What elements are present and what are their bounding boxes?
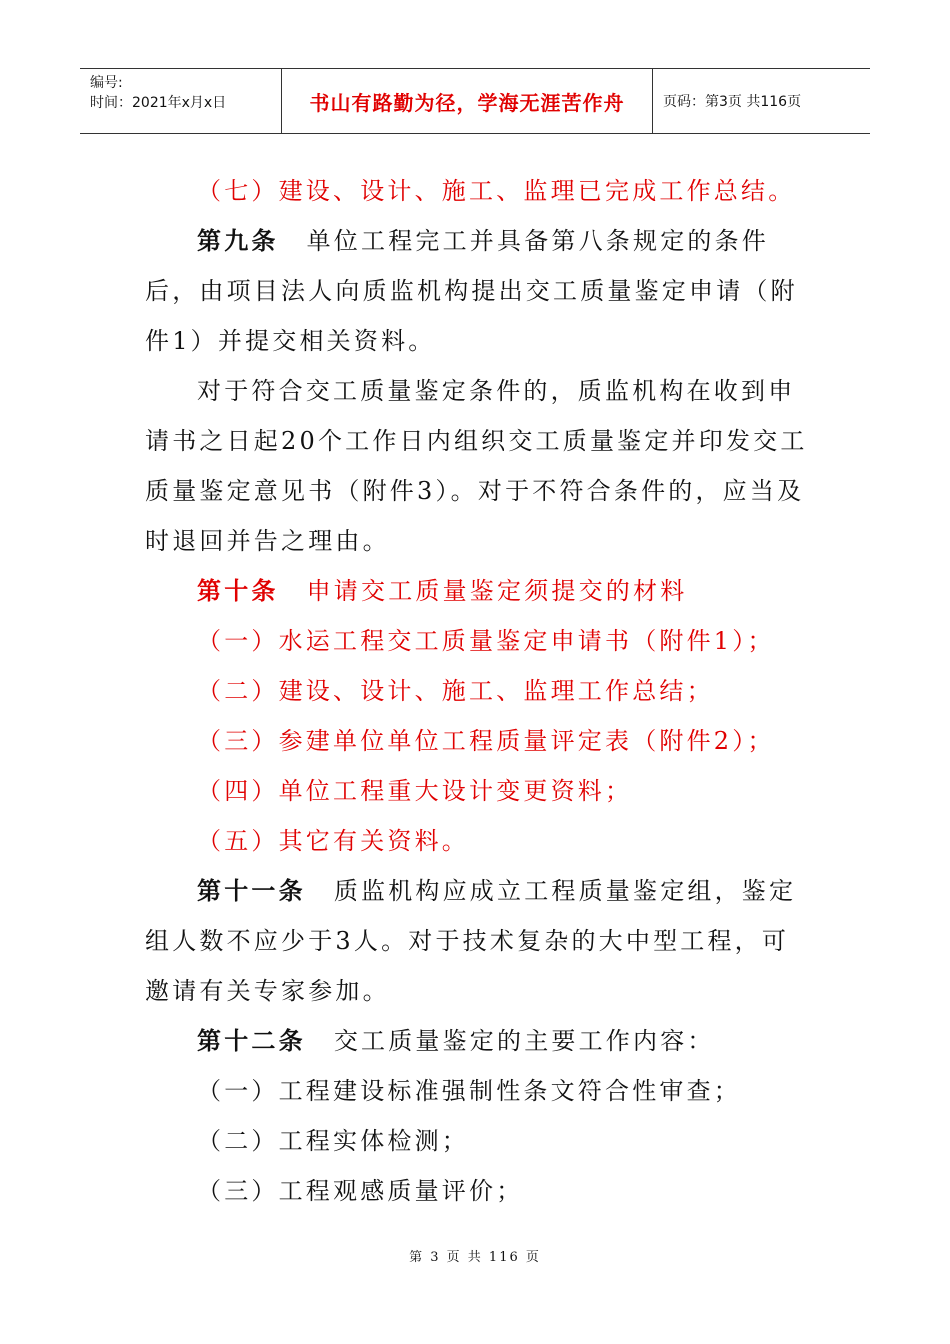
header-motto: 书山有路勤为径，学海无涯苦作舟 xyxy=(282,69,653,133)
article-9-title: 第九条 xyxy=(197,226,279,255)
header-time-label: 时间：2021年x月x日 xyxy=(90,95,227,111)
article-10-title: 第十条 xyxy=(197,576,279,605)
list-item: （三）参建单位单位工程质量评定表（附件2）； xyxy=(197,727,775,755)
paragraph-qualification: 对于符合交工质量鉴定条件的，质监机构在收到申请书之日起20个工作日内组织交工质量鉴定并印发交工质量鉴定意见书（附件3）。对于不符合条件的，应当及时退回并告之理由。 xyxy=(145,377,808,555)
article-9-text: 单位工程完工并具备第八条规定的条件后，由项目法人向质监机构提出交工质量鉴定申请（附件1）并提交相关资料。 xyxy=(145,227,798,355)
header-page-info: 页码：第3页 共116页 xyxy=(663,94,802,110)
list-item: （四）单位工程重大设计变更资料； xyxy=(197,777,633,805)
article-11 xyxy=(145,866,810,1016)
article-11-title: 第十一条 xyxy=(197,876,306,905)
article-12-title: 第十二条 xyxy=(197,1026,306,1055)
list-item: （三）工程观感质量评价； xyxy=(197,1177,524,1205)
article-12-text: 交工质量鉴定的主要工作内容： xyxy=(333,1027,715,1055)
list-item: （五）其它有关资料。 xyxy=(197,827,469,855)
article-11-text: 质监机构应成立工程质量鉴定组，鉴定组人数不应少于3人。对于技术复杂的大中型工程，可邀请有关专家参加。 xyxy=(145,877,797,1005)
article-9 xyxy=(145,216,810,366)
header-meta xyxy=(80,69,282,133)
paragraph-item-7: （七）建设、设计、施工、监理已完成工作总结。 xyxy=(197,177,796,205)
page-header xyxy=(80,68,870,134)
list-item: （二）建设、设计、施工、监理工作总结； xyxy=(197,677,714,705)
document-body xyxy=(145,166,810,1216)
list-item: （一）工程建设标准强制性条文符合性审查； xyxy=(197,1077,741,1105)
article-12 xyxy=(145,1016,810,1066)
article-10-text: 申请交工质量鉴定须提交的材料 xyxy=(306,577,688,605)
list-item: （二）工程实体检测； xyxy=(197,1127,469,1155)
list-item: （一）水运工程交工质量鉴定申请书（附件1）； xyxy=(197,627,775,655)
page-footer: 第 3 页 共 116 页 xyxy=(409,1250,541,1265)
article-10 xyxy=(145,566,810,616)
header-number-label: 编号: xyxy=(90,75,123,91)
